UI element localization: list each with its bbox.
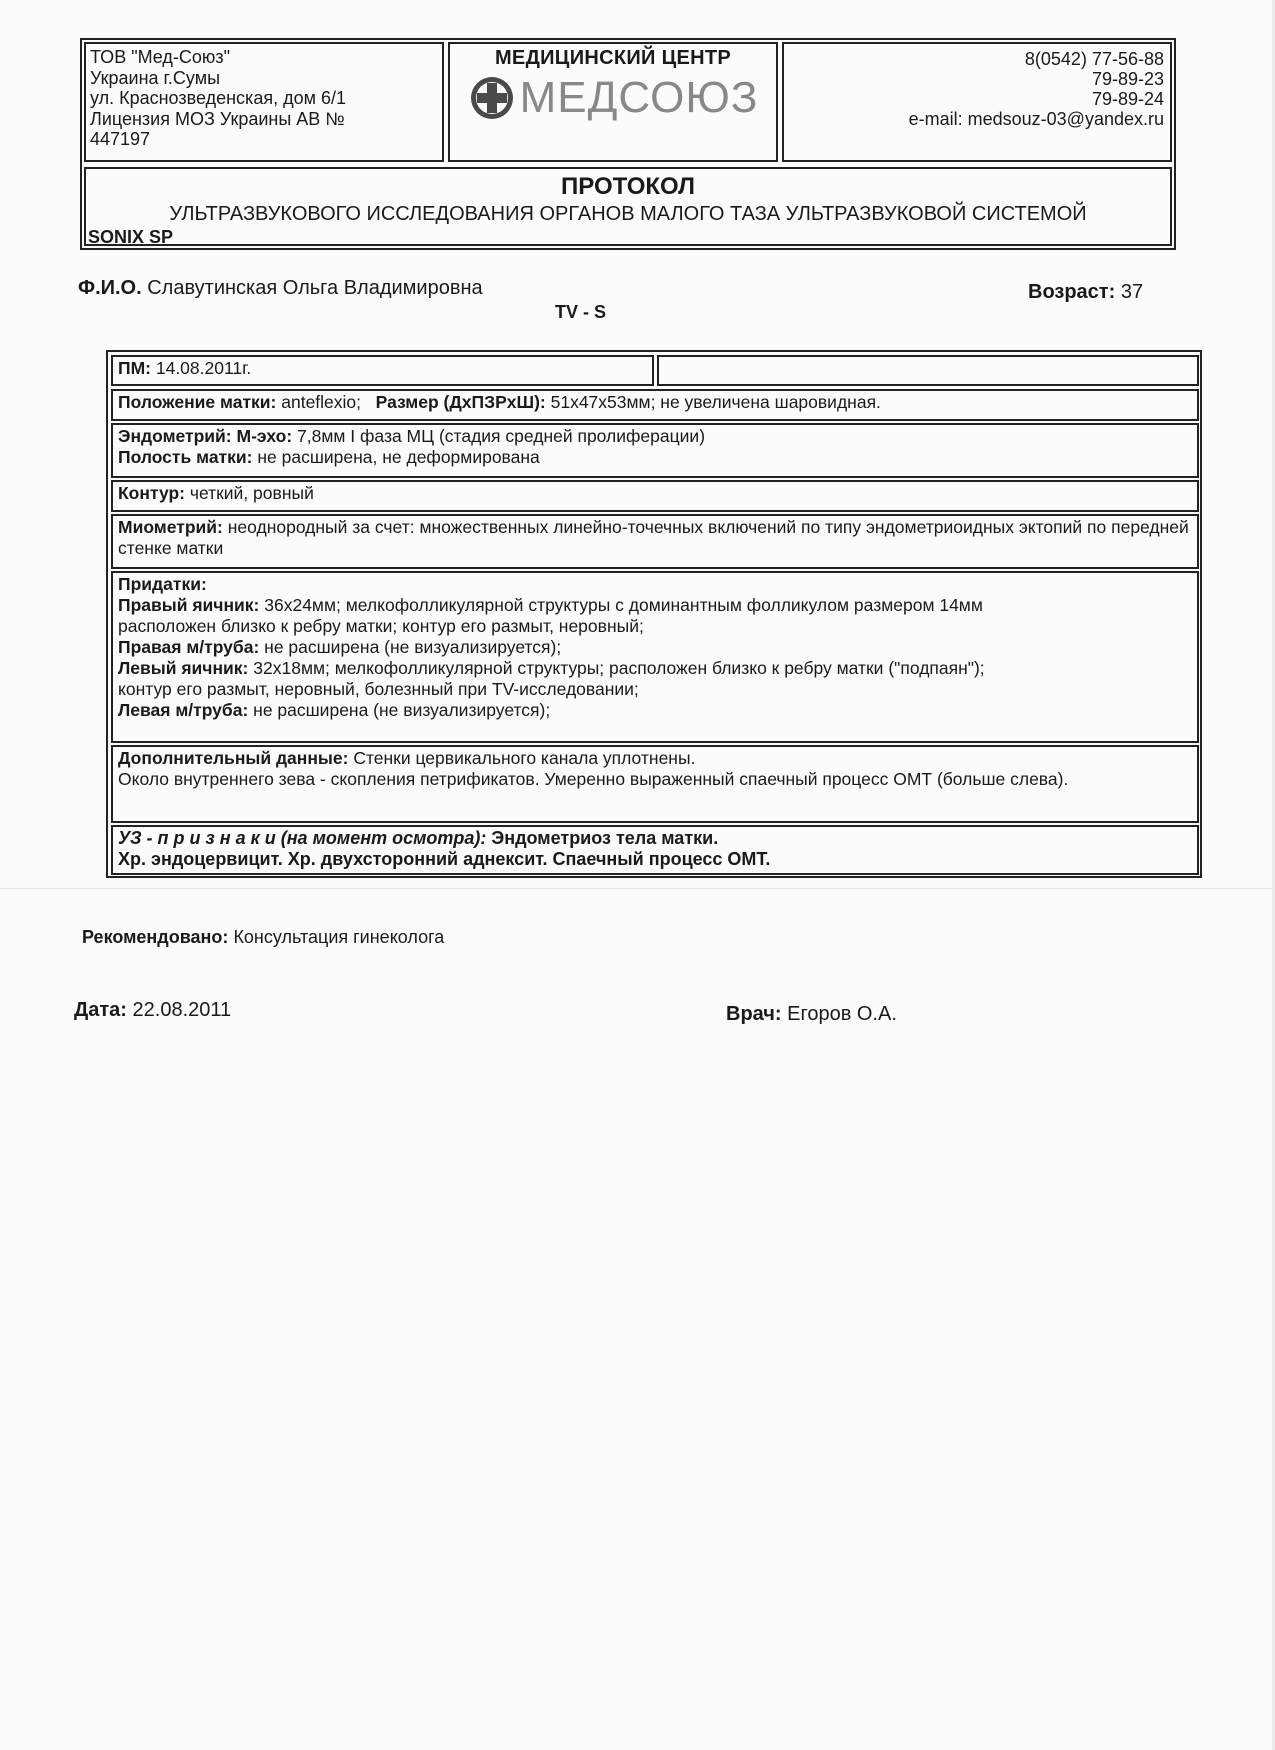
empty-cell bbox=[657, 355, 1199, 386]
exam-method: TV - S bbox=[555, 302, 607, 322]
date-value: 22.08.2011 bbox=[132, 999, 232, 1021]
additional-line-1 bbox=[118, 748, 1192, 769]
signs-value-1: Эндометриоз тела матки. bbox=[491, 828, 719, 848]
right-tube-value: не расширена (не визуализируется); bbox=[264, 637, 562, 657]
exam-date bbox=[74, 999, 231, 1022]
org-line: Лицензия МОЗ Украины АВ № bbox=[90, 108, 345, 129]
rec-label: Рекомендовано: bbox=[82, 927, 229, 947]
cavity-line bbox=[118, 447, 1192, 468]
organization-block bbox=[84, 42, 444, 162]
right-ovary-line bbox=[118, 595, 1192, 616]
system-name: SONIX SP bbox=[88, 227, 174, 247]
doctor bbox=[726, 1003, 897, 1026]
cavity-label: Полость матки: bbox=[118, 447, 253, 467]
conclusion-row bbox=[111, 825, 1199, 875]
left-tube-label: Левая м/труба: bbox=[118, 700, 249, 720]
right-ovary-value: 36х24мм; мелкофолликулярной структуры с доминантным фолликулом размером 14мм bbox=[264, 595, 983, 615]
endometrium-line bbox=[118, 426, 1192, 447]
additional-label: Дополнительный данные: bbox=[118, 748, 349, 768]
contacts-block bbox=[782, 42, 1172, 162]
logo-block bbox=[448, 42, 778, 162]
additional-value-1: Стенки цервикального канала уплотнены. bbox=[353, 748, 696, 768]
pm-label: ПМ: bbox=[118, 358, 151, 378]
adnexa-heading bbox=[118, 574, 1192, 595]
left-ovary-value: 32х18мм; мелкофолликулярной структуры; расположен близко к ребру матки ("подпаян"); bbox=[253, 658, 985, 678]
doctor-label: Врач: bbox=[726, 1003, 782, 1025]
left-ovary-label: Левый яичник: bbox=[118, 658, 249, 678]
logo-text: МЕДСОЮЗ bbox=[519, 73, 759, 122]
adnexa-row bbox=[111, 571, 1199, 743]
myometrium-text bbox=[118, 517, 1192, 559]
paper-fold-line bbox=[0, 888, 1275, 889]
org-line: 447197 bbox=[90, 129, 151, 149]
date-label: Дата: bbox=[74, 999, 127, 1021]
position-value: anteflexio; bbox=[281, 392, 362, 412]
fio-label: Ф.И.О. bbox=[78, 277, 142, 299]
pm-row bbox=[111, 355, 654, 386]
patient-age bbox=[1028, 281, 1143, 304]
left-tube-value: не расширена (не визуализируется); bbox=[253, 700, 551, 720]
right-ovary-line-2: расположен близко к ребру матки; контур его размыт, неровный; bbox=[118, 616, 644, 636]
myometrium-label: Миометрий: bbox=[118, 517, 223, 537]
fio-value: Славутинская Ольга Владимировна bbox=[147, 277, 483, 299]
phone: 8(0542) 77-56-88 bbox=[1024, 49, 1164, 69]
myometrium-row bbox=[111, 514, 1199, 569]
conclusion-line-1 bbox=[118, 828, 1192, 849]
endometrium-value: 7,8мм I фаза МЦ (стадия средней пролиферации) bbox=[297, 426, 706, 446]
age-value: 37 bbox=[1120, 281, 1144, 303]
logo bbox=[450, 74, 776, 122]
pm-value: 14.08.2011г. bbox=[155, 358, 252, 378]
center-label: МЕДИЦИНСКИЙ ЦЕНТР bbox=[494, 47, 732, 69]
right-tube-line bbox=[118, 637, 1192, 658]
size-label: Размер (ДхПЗРхШ): bbox=[375, 392, 546, 412]
signs-value-2: Хр. эндоцервицит. Хр. двухсторонний аднексит. Спаечный процесс ОМТ. bbox=[118, 849, 771, 869]
additional-data-row bbox=[111, 745, 1199, 823]
contour-value: четкий, ровный bbox=[189, 483, 314, 503]
right-ovary-label: Правый яичник: bbox=[118, 595, 260, 615]
cavity-value: не расширена, не деформирована bbox=[257, 447, 540, 467]
contour-row bbox=[111, 480, 1199, 512]
endometrium-label: Эндометрий: М-эхо: bbox=[118, 426, 293, 446]
position-line bbox=[118, 392, 1192, 413]
recommendation bbox=[82, 927, 444, 948]
phone: 79-89-23 bbox=[1091, 69, 1164, 89]
left-ovary-line-2: контур его размыт, неровный, болезнный при TV-исследовании; bbox=[118, 679, 639, 699]
patient-name bbox=[78, 277, 483, 300]
phone: 79-89-24 bbox=[1091, 89, 1164, 109]
size-value: 51х47х53мм; не увеличена шаровидная. bbox=[550, 392, 881, 412]
endometrium-row bbox=[111, 423, 1199, 478]
signs-label: УЗ - п р и з н а к и (на момент осмотра): bbox=[118, 828, 487, 848]
contour-label: Контур: bbox=[118, 483, 185, 503]
left-tube-line bbox=[118, 700, 1192, 721]
age-label: Возраст: bbox=[1028, 281, 1116, 303]
document-subtitle: УЛЬТРАЗВУКОВОГО ИССЛЕДОВАНИЯ ОРГАНОВ МАЛОГО ТАЗА УЛЬТРАЗВУКОВОЙ СИСТЕМОЙ bbox=[169, 203, 1087, 225]
doctor-value: Егоров О.А. bbox=[787, 1003, 897, 1025]
rec-value: Консультация гинеколога bbox=[233, 927, 445, 947]
adnexa-label: Придатки: bbox=[118, 574, 207, 594]
position-label: Положение матки: bbox=[118, 392, 277, 412]
org-line: ТОВ "Мед-Союз" bbox=[90, 47, 231, 67]
title-block bbox=[84, 167, 1172, 246]
additional-value-2: Около внутреннего зева - скопления петрификатов. Умеренно выраженный спаечный процесс ОМТ (больше слева). bbox=[118, 769, 1069, 789]
myometrium-value: неоднородный за счет: множественных линейно-точечных включений по типу эндометриоидных эктопий по передней стенке матки bbox=[118, 517, 1189, 558]
uterus-position-row bbox=[111, 389, 1199, 421]
medical-cross-icon bbox=[468, 74, 516, 122]
org-line: ул. Краснозведенская, дом 6/1 bbox=[90, 88, 346, 108]
document-title: ПРОТОКОЛ bbox=[561, 173, 695, 200]
email: e-mail: medsouz-03@yandex.ru bbox=[908, 109, 1164, 129]
left-ovary-line bbox=[118, 658, 1192, 679]
right-tube-label: Правая м/труба: bbox=[118, 637, 260, 657]
org-line: Украина г.Сумы bbox=[90, 67, 221, 88]
